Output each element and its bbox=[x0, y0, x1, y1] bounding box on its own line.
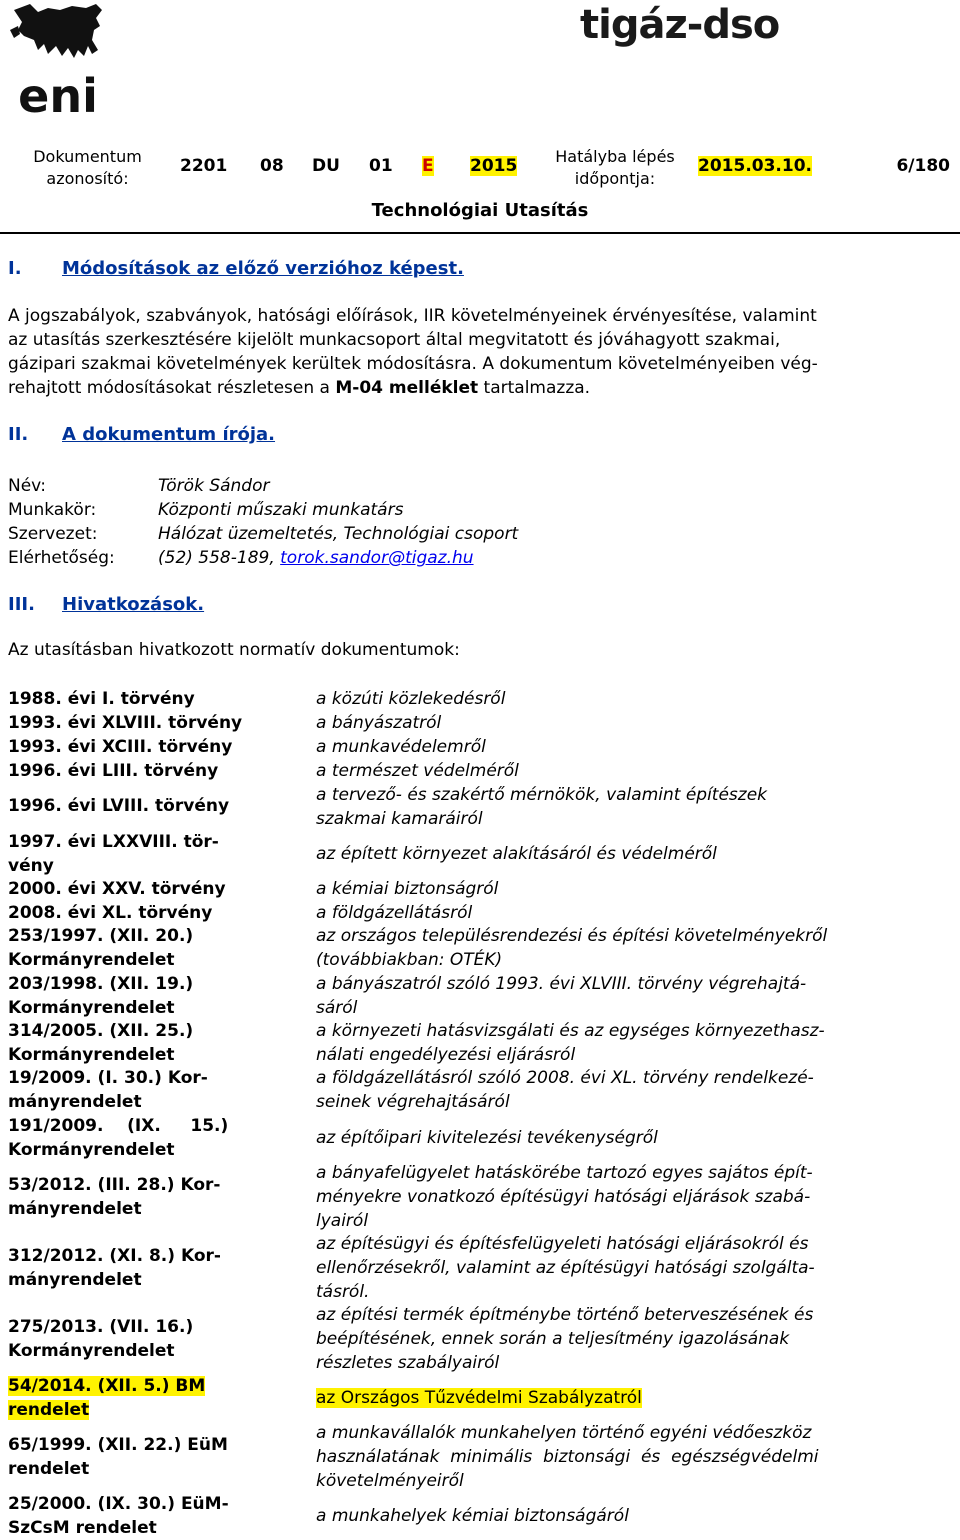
doc-type: Technológiai Utasítás bbox=[371, 200, 589, 221]
ref-law: 2000. évi XXV. törvény bbox=[8, 879, 226, 899]
annex-reference: M-04 melléklet bbox=[335, 378, 479, 398]
ref-desc: a közúti közlekedésről bbox=[316, 689, 506, 709]
author-label: Munkakör: bbox=[8, 500, 97, 520]
section2-heading bbox=[8, 424, 275, 445]
ref-desc: az épített környezet alakításáról és védelméről bbox=[316, 844, 717, 864]
author-phone: (52) 558-189, bbox=[158, 548, 281, 568]
ref-law: 53/2012. (III. 28.) Kor- mányrendelet bbox=[8, 1175, 221, 1219]
author-email-link[interactable]: torok.sandor@tigaz.hu bbox=[280, 548, 474, 568]
ref-law: 65/1999. (XII. 22.) EüM rendelet bbox=[8, 1435, 228, 1479]
ref-desc: a tervező- és szakértő mérnökök, valamint építészek szakmai kamaráiról bbox=[316, 785, 768, 829]
author-contact-row bbox=[8, 546, 474, 570]
author-value: Hálózat üzemeltetés, Technológiai csoport bbox=[158, 524, 519, 544]
ref-law: 2008. évi XL. törvény bbox=[8, 903, 213, 923]
ref-law: 253/1997. (XII. 20.) Kormányrendelet bbox=[8, 926, 194, 970]
tigaz-logo bbox=[580, 0, 780, 50]
author-role-row bbox=[8, 498, 403, 522]
ref-law: 312/2012. (XI. 8.) Kor- mányrendelet bbox=[8, 1246, 221, 1290]
ref-law: 1996. évi LVIII. törvény bbox=[8, 796, 230, 816]
ref-law: 203/1998. (XII. 19.) Kormányrendelet bbox=[8, 974, 194, 1018]
header-divider bbox=[0, 232, 960, 234]
author-label: Elérhetőség: bbox=[8, 548, 115, 568]
ref-desc: a természet védelméről bbox=[316, 761, 519, 781]
author-value: Török Sándor bbox=[158, 476, 270, 496]
doc-code-2: 08 bbox=[260, 156, 284, 176]
ref-law: 1993. évi XLVIII. törvény bbox=[8, 713, 243, 733]
ref-law: 191/2009. (IX. 15.) Kormányrendelet bbox=[8, 1116, 229, 1160]
doc-id-label-line1: Dokumentum bbox=[33, 147, 142, 166]
section3-heading bbox=[8, 594, 204, 615]
author-org-row bbox=[8, 522, 518, 546]
effective-label-line1: Hatályba lépés bbox=[555, 147, 675, 166]
ref-desc: a bányafelügyelet hatáskörébe tartozó egyes sajátos épít- ményekre vonatkozó építésügyi hatósági eljárások szabá- lyairól bbox=[316, 1163, 813, 1231]
ref-desc: a földgázellátásról bbox=[316, 903, 473, 923]
effective-label bbox=[540, 146, 690, 190]
section1-title: Módosítások az előző verzióhoz képest. bbox=[62, 258, 464, 279]
page-number: 6/180 bbox=[896, 156, 950, 176]
effective-date: 2015.03.10. bbox=[698, 156, 813, 176]
ref-desc: az építőipari kivitelezési tevékenységről bbox=[316, 1128, 658, 1148]
author-value: Központi műszaki munkatárs bbox=[158, 500, 404, 520]
section1-paragraph bbox=[8, 304, 953, 400]
para-line: gázipari szakmai követelmények kerültek módosításra. A dokumentum követelményeiben vég- bbox=[8, 354, 818, 374]
doc-id-label bbox=[20, 146, 155, 190]
ref-desc: a munkavédelemről bbox=[316, 737, 486, 757]
ref-law: 1993. évi XCIII. törvény bbox=[8, 737, 233, 757]
para-line: A jogszabályok, szabványok, hatósági előírások, IIR követelményeinek érvényesítése, valamint bbox=[8, 306, 817, 326]
doc-code-6: 2015 bbox=[470, 156, 518, 176]
ref-desc: a kémiai biztonságról bbox=[316, 879, 499, 899]
ref-law: 25/2000. (IX. 30.) EüM- SzCsM rendelet bbox=[8, 1494, 229, 1538]
ref-desc: az építésügyi és építésfelügyeleti hatósági eljárásokról és ellenőrzésekről, valamint az építésügyi hatósági szolgálta- tásról. bbox=[316, 1234, 815, 1302]
ref-desc: a környezeti hatásvizsgálati és az egységes környezethasz- nálati engedélyezési eljárásról bbox=[316, 1021, 825, 1065]
section3-intro: Az utasításban hivatkozott normatív dokumentumok: bbox=[8, 640, 460, 660]
doc-code-1: 2201 bbox=[180, 156, 228, 176]
doc-code-3: DU bbox=[312, 156, 340, 176]
section2-num: II. bbox=[8, 424, 29, 445]
svg-text:eni: eni bbox=[18, 69, 98, 122]
effective-label-line2: időpontja: bbox=[574, 169, 656, 188]
section1-heading bbox=[8, 258, 464, 279]
eni-logo bbox=[8, 0, 108, 122]
author-label: Név: bbox=[8, 476, 47, 496]
author-label: Szervezet: bbox=[8, 524, 98, 544]
ref-desc: a munkavállalók munkahelyen történő egyéni védőeszköz használatának minimális biztonsági és egészségvédelmi követelményeiről bbox=[316, 1423, 819, 1491]
para-line: rehajtott módosításokat részletesen a M-04 melléklet tartalmazza. bbox=[8, 378, 591, 398]
ref-desc: az országos településrendezési és építési követelményekről (továbbiakban: OTÉK) bbox=[316, 926, 828, 970]
doc-code-4: 01 bbox=[369, 156, 393, 176]
ref-desc: a bányászatról szóló 1993. évi XLVIII. törvény végrehajtá- sáról bbox=[316, 974, 807, 1018]
ref-law: 275/2013. (VII. 16.) Kormányrendelet bbox=[8, 1317, 194, 1361]
section1-num: I. bbox=[8, 258, 22, 279]
ref-desc: a munkahelyek kémiai biztonságáról bbox=[316, 1506, 629, 1526]
section3-num: III. bbox=[8, 594, 35, 615]
doc-id-label-line2: azonosító: bbox=[46, 169, 129, 188]
para-line: az utasítás szerkesztésére kijelölt munkacsoport által megvitatott és jóváhagyott szakmai, bbox=[8, 330, 781, 350]
tigaz-wordmark-icon bbox=[580, 0, 780, 50]
ref-law: 314/2005. (XII. 25.) Kormányrendelet bbox=[8, 1021, 194, 1065]
svg-text:tigáz-dso: tigáz-dso bbox=[580, 2, 780, 48]
ref-law: 19/2009. (I. 30.) Kor- mányrendelet bbox=[8, 1068, 208, 1112]
doc-code-5: E bbox=[422, 156, 434, 176]
ref-desc: a bányászatról bbox=[316, 713, 442, 733]
ref-desc: a földgázellátásról szóló 2008. évi XL. törvény rendelkezé- seinek végrehajtásáról bbox=[316, 1068, 814, 1112]
ref-law-highlighted: 54/2014. (XII. 5.) BM rendelet bbox=[8, 1376, 206, 1420]
section3-title: Hivatkozások. bbox=[62, 594, 205, 615]
section2-title: A dokumentum írója. bbox=[62, 424, 276, 445]
eni-dog-icon bbox=[8, 0, 108, 122]
ref-desc-highlighted: az Országos Tűzvédelmi Szabályzatról bbox=[316, 1388, 642, 1408]
ref-law: 1988. évi I. törvény bbox=[8, 689, 195, 709]
ref-desc: az építési termék építménybe történő beterveszésének és beépítésének, ennek során a teljesítmény igazolásának részletes szabályairól bbox=[316, 1305, 814, 1373]
ref-law: 1996. évi LIII. törvény bbox=[8, 761, 219, 781]
ref-law: 1997. évi LXXVIII. tör- vény bbox=[8, 832, 219, 876]
author-name-row bbox=[8, 474, 270, 498]
